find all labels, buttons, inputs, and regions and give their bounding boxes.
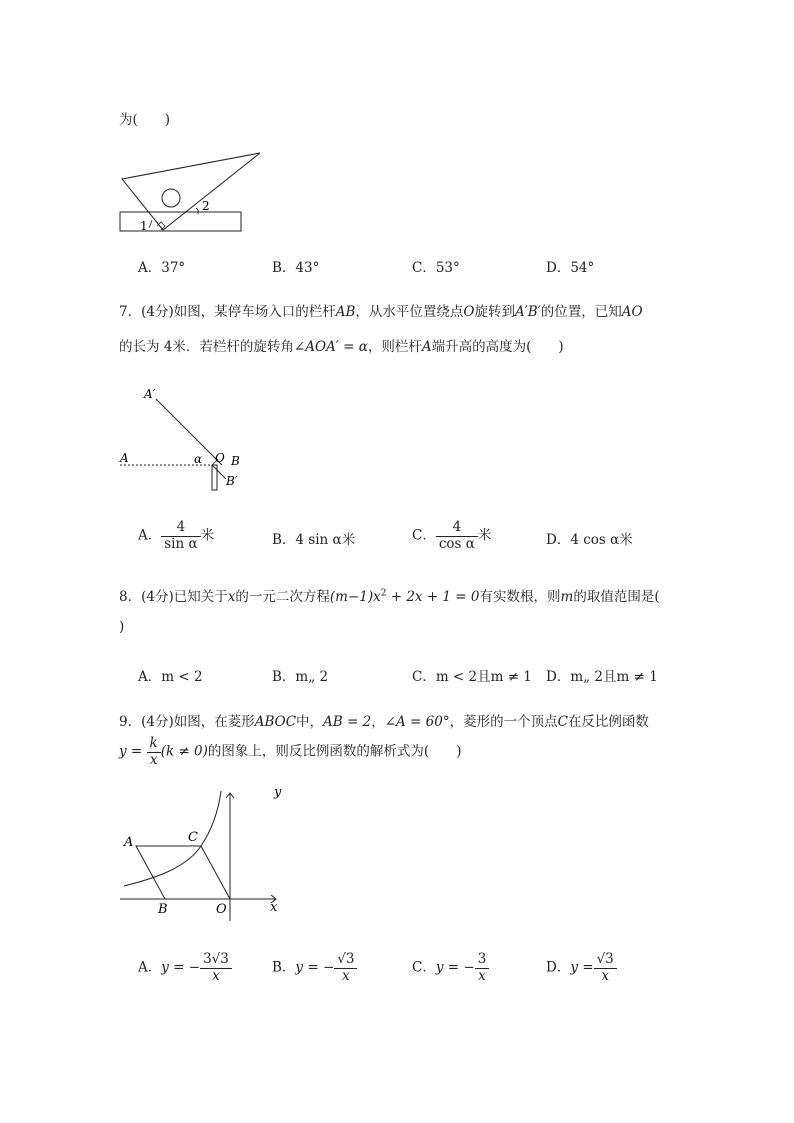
triangle-hole-circle [162,189,180,207]
label-a: A [124,835,134,850]
q7-option-c[interactable]: C． $\frac{4}{\text{cos α}}$ 米 [412,519,492,552]
rotated-bar [156,399,222,465]
q8-option-d[interactable]: D．m„ 2且m ≠ 1 [546,669,658,685]
q6-option-a[interactable]: A．37° [138,260,186,276]
q9-figure [116,786,286,922]
label-a-prime: A′ [144,387,156,401]
label-o: O [216,902,227,917]
hyperbola-curve [124,791,221,886]
q7-figure [116,384,256,494]
label-one: 1 [140,219,148,233]
label-two: 2 [202,199,210,213]
q8-option-a[interactable]: A．m < 2 [138,669,203,685]
q6-option-b[interactable]: B．43° [272,260,320,276]
label-c: C [188,830,198,845]
label-o: O [215,451,225,465]
q9-question-line2: y = $\frac{k}{x}$ (k ≠ 0)的图象上，则反比例函数的解析式为( ) [119,735,462,768]
label-y: y [274,786,282,800]
label-a: A [120,451,129,465]
q6-question-tail: 为( ) [119,112,171,128]
q6-option-d[interactable]: D．54° [546,260,595,276]
q8-question-line2: ) [119,619,125,635]
q8-question-line1: 8．(4分)已知关于x的一元二次方程$(m-1)x^2 + 2x + 1 = 0$有实数根，则m的取值范围是( [119,588,660,605]
q7-question-line1: 7．(4分)如图，某停车场入口的栏杆AB，从水平位置绕点O旋转到A′B′的位置，已知AO [119,304,643,320]
label-b: B [231,454,240,468]
q8-option-c[interactable]: C．m < 2且m ≠ 1 [412,669,532,685]
label-b: B [158,902,168,917]
label-x: x [270,900,278,915]
q6-figure [116,148,276,236]
label-alpha: α [194,452,203,466]
label-b-prime: B′ [226,474,238,488]
q6-option-c[interactable]: C．53° [412,260,460,276]
q7-option-d[interactable]: D．4 cos α米 [546,532,633,548]
ruler-rect [120,212,241,231]
q7-option-a[interactable]: A． $\frac{4}{\text{sin α}}$ 米 [138,519,215,552]
q8-option-b[interactable]: B．m„ 2 [272,669,329,685]
q9-option-a[interactable]: A．y = − $\frac{3√3}{x}$ [138,952,232,984]
q9-option-b[interactable]: B．y = − $\frac{√3}{x}$ [272,952,357,984]
q9-option-c[interactable]: C．y = − $\frac{3}{x}$ [412,952,489,984]
q7-question-line2: 的长为 4米．若栏杆的旋转角∠AOA′ = α，则栏杆A端升高的高度为( ) [119,339,564,355]
q9-question-line1: 9．(4分)如图，在菱形ABOC中，AB = 2，∠A = 60°，菱形的一个顶点C在反比例函数 [119,714,649,730]
q9-option-d[interactable]: D．y = $\frac{√3}{x}$ [546,952,617,984]
rhombus-aboc [136,846,230,899]
q7-option-b[interactable]: B．4 sin α米 [272,532,356,548]
